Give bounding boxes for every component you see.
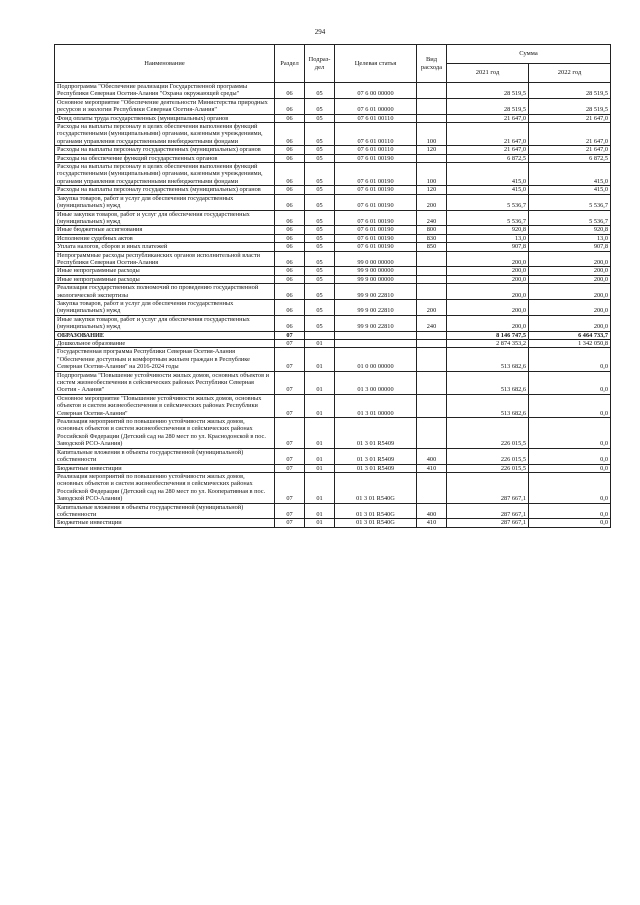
row-sum-2021: 200,0 xyxy=(447,299,529,315)
table-row xyxy=(55,503,611,519)
row-sum-2022: 200,0 xyxy=(529,275,611,283)
row-target: 07 6 01 00190 xyxy=(335,234,417,242)
row-type: 120 xyxy=(417,186,447,194)
row-section: 07 xyxy=(275,394,305,417)
row-target: 99 9 00 22810 xyxy=(335,315,417,331)
row-name: Дошкольное образование xyxy=(55,340,275,348)
row-type: 830 xyxy=(417,234,447,242)
row-sum-2021: 200,0 xyxy=(447,284,529,300)
row-type xyxy=(417,284,447,300)
row-subsection: 01 xyxy=(305,472,335,503)
row-section: 06 xyxy=(275,234,305,242)
row-name: Подпрограмма "Повышение устойчивости жилых домов, основных объектов и систем жизнеобеспечения в сейсмических районах Республики Северная Осетия - Алания" xyxy=(55,371,275,394)
row-subsection: 05 xyxy=(305,315,335,331)
row-name: Капитальные вложения в объекты государственной (муниципальной) собственности xyxy=(55,448,275,464)
row-sum-2021: 5 536,7 xyxy=(447,210,529,226)
header-name: Наименование xyxy=(55,45,275,83)
row-name: Расходы на выплаты персоналу в целях обеспечения выполнения функций государственными (муниципальными) органами, казенными учреждениями, органами управления государственными внебюджетными фондами xyxy=(55,163,275,186)
row-name: Капитальные вложения в объекты государственной (муниципальной) собственности xyxy=(55,503,275,519)
row-type: 240 xyxy=(417,210,447,226)
table-row xyxy=(55,267,611,275)
row-type xyxy=(417,371,447,394)
row-type xyxy=(417,472,447,503)
row-target: 07 6 01 00190 xyxy=(335,226,417,234)
row-section: 06 xyxy=(275,267,305,275)
row-sum-2022: 0,0 xyxy=(529,503,611,519)
table-row xyxy=(55,418,611,449)
row-subsection: 05 xyxy=(305,98,335,114)
row-sum-2022: 920,8 xyxy=(529,226,611,234)
row-sum-2022: 200,0 xyxy=(529,267,611,275)
row-name: Иные непрограммные расходы xyxy=(55,275,275,283)
row-target: 01 3 01 R540G xyxy=(335,472,417,503)
row-section: 07 xyxy=(275,503,305,519)
row-target: 01 3 01 R540G xyxy=(335,503,417,519)
row-type: 100 xyxy=(417,123,447,146)
row-subsection: 01 xyxy=(305,394,335,417)
row-subsection: 05 xyxy=(305,226,335,234)
row-sum-2022: 5 536,7 xyxy=(529,194,611,210)
row-target: 01 3 01 R5409 xyxy=(335,464,417,472)
row-sum-2021: 226 015,5 xyxy=(447,418,529,449)
row-type: 200 xyxy=(417,299,447,315)
row-sum-2022: 6 464 733,7 xyxy=(529,331,611,339)
row-sum-2021: 226 015,5 xyxy=(447,464,529,472)
row-section: 07 xyxy=(275,464,305,472)
row-sum-2022: 5 536,7 xyxy=(529,210,611,226)
table-row xyxy=(55,348,611,371)
table-row xyxy=(55,472,611,503)
row-subsection: 05 xyxy=(305,146,335,154)
row-sum-2022: 28 519,5 xyxy=(529,83,611,99)
row-section: 06 xyxy=(275,194,305,210)
table-row xyxy=(55,123,611,146)
row-sum-2022: 0,0 xyxy=(529,448,611,464)
row-sum-2022: 907,8 xyxy=(529,243,611,251)
row-type xyxy=(417,418,447,449)
table-row xyxy=(55,114,611,122)
row-sum-2022: 21 647,0 xyxy=(529,123,611,146)
table-row xyxy=(55,98,611,114)
row-sum-2022: 200,0 xyxy=(529,284,611,300)
row-type: 200 xyxy=(417,194,447,210)
row-target: 99 9 00 22810 xyxy=(335,299,417,315)
table-row xyxy=(55,519,611,527)
row-sum-2021: 226 015,5 xyxy=(447,448,529,464)
table-row xyxy=(55,154,611,162)
table-row xyxy=(55,234,611,242)
row-target xyxy=(335,331,417,339)
row-sum-2021: 21 647,0 xyxy=(447,146,529,154)
row-sum-2022: 21 647,0 xyxy=(529,146,611,154)
row-section: 06 xyxy=(275,210,305,226)
row-sum-2022: 0,0 xyxy=(529,371,611,394)
row-target: 99 9 00 00000 xyxy=(335,275,417,283)
row-type: 410 xyxy=(417,464,447,472)
row-name: Реализация государственных полномочий по проведению государственной экологической экспертизы xyxy=(55,284,275,300)
row-sum-2022: 415,0 xyxy=(529,163,611,186)
row-section: 06 xyxy=(275,83,305,99)
row-section: 07 xyxy=(275,348,305,371)
row-sum-2021: 907,8 xyxy=(447,243,529,251)
row-name: Государственная программа Республики Северная Осетия-Алания "Обеспечение доступным и комфортным жильем граждан в Республике Северная Осетия-Алания" на 2016-2024 годы xyxy=(55,348,275,371)
row-sum-2022: 200,0 xyxy=(529,315,611,331)
table-row xyxy=(55,371,611,394)
row-target: 07 6 01 00190 xyxy=(335,210,417,226)
row-name: Реализация мероприятий по повышению устойчивости жилых домов, основных объектов и систем жизнеобеспечения в сейсмических районах Российской Федерации (Детский сад на 280 мест по ул. Кооперативная в пос. Заводской РСО-Алания) xyxy=(55,472,275,503)
row-section: 06 xyxy=(275,251,305,267)
row-section: 06 xyxy=(275,186,305,194)
row-target: 01 3 01 R540G xyxy=(335,519,417,527)
row-target: 07 6 01 00110 xyxy=(335,123,417,146)
row-name: Исполнение судебных актов xyxy=(55,234,275,242)
row-sum-2022: 13,0 xyxy=(529,234,611,242)
row-subsection: 05 xyxy=(305,186,335,194)
row-name: Расходы на обеспечение функций государственных органов xyxy=(55,154,275,162)
row-subsection: 05 xyxy=(305,163,335,186)
table-row xyxy=(55,194,611,210)
row-sum-2021: 21 647,0 xyxy=(447,123,529,146)
row-sum-2021: 21 647,0 xyxy=(447,114,529,122)
row-target: 07 6 01 00190 xyxy=(335,194,417,210)
row-name: Закупка товаров, работ и услуг для обеспечения государственных (муниципальных) нужд xyxy=(55,194,275,210)
row-sum-2021: 28 519,5 xyxy=(447,83,529,99)
row-type: 400 xyxy=(417,503,447,519)
table-body xyxy=(55,83,611,528)
row-subsection: 05 xyxy=(305,210,335,226)
row-sum-2021: 200,0 xyxy=(447,275,529,283)
row-sum-2022: 415,0 xyxy=(529,186,611,194)
row-target: 07 6 01 00110 xyxy=(335,146,417,154)
header-2021: 2021 год xyxy=(447,64,529,83)
table-row xyxy=(55,163,611,186)
row-sum-2021: 200,0 xyxy=(447,315,529,331)
row-name: Расходы на выплаты персоналу в целях обеспечения выполнения функций государственными (муниципальными) органами, казенными учреждениями, органами управления государственными внебюджетными фондами xyxy=(55,123,275,146)
row-sum-2022: 6 872,5 xyxy=(529,154,611,162)
row-target: 07 6 01 00000 xyxy=(335,98,417,114)
row-type: 400 xyxy=(417,448,447,464)
table-row xyxy=(55,186,611,194)
row-sum-2021: 13,0 xyxy=(447,234,529,242)
row-section: 07 xyxy=(275,448,305,464)
row-name: Иные закупки товаров, работ и услуг для обеспечения государственных (муниципальных) нужд xyxy=(55,210,275,226)
row-name: Иные непрограммные расходы xyxy=(55,267,275,275)
row-subsection: 05 xyxy=(305,275,335,283)
table-row xyxy=(55,331,611,339)
row-sum-2021: 2 874 353,2 xyxy=(447,340,529,348)
row-sum-2021: 28 519,5 xyxy=(447,98,529,114)
row-subsection: 01 xyxy=(305,418,335,449)
row-subsection: 05 xyxy=(305,299,335,315)
row-section: 06 xyxy=(275,123,305,146)
row-sum-2021: 415,0 xyxy=(447,186,529,194)
header-sum: Сумма xyxy=(447,45,611,64)
table-row xyxy=(55,284,611,300)
row-subsection: 05 xyxy=(305,251,335,267)
row-section: 07 xyxy=(275,418,305,449)
row-name: Основное мероприятие "Обеспечение деятельности Министерства природных ресурсов и экологии Республики Северная Осетия-Алания" xyxy=(55,98,275,114)
row-type xyxy=(417,348,447,371)
row-name: Фонд оплаты труда государственных (муниципальных) органов xyxy=(55,114,275,122)
row-subsection: 01 xyxy=(305,340,335,348)
row-name: Закупка товаров, работ и услуг для обеспечения государственных (муниципальных) нужд xyxy=(55,299,275,315)
row-name: Основное мероприятие "Повышение устойчивости жилых домов, основных объектов и систем жизнеобеспечения в сейсмических районах Республики Северная Осетия-Алания" xyxy=(55,394,275,417)
row-name: Бюджетные инвестиции xyxy=(55,519,275,527)
row-type xyxy=(417,154,447,162)
table-row xyxy=(55,299,611,315)
row-subsection: 05 xyxy=(305,234,335,242)
header-section: Раздел xyxy=(275,45,305,83)
row-name: Подпрограмма "Обеспечение реализации Государственной программы Республики Северная Осетия-Алания "Охрана окружающей среды" xyxy=(55,83,275,99)
row-name: Расходы на выплаты персоналу государственных (муниципальных) органов xyxy=(55,186,275,194)
table-row xyxy=(55,210,611,226)
row-sum-2021: 287 667,1 xyxy=(447,503,529,519)
row-subsection: 01 xyxy=(305,371,335,394)
row-section: 06 xyxy=(275,114,305,122)
row-section: 06 xyxy=(275,275,305,283)
row-section: 06 xyxy=(275,146,305,154)
page-number: 294 xyxy=(314,28,326,36)
row-sum-2022: 0,0 xyxy=(529,519,611,527)
row-type: 120 xyxy=(417,146,447,154)
row-type xyxy=(417,394,447,417)
table-row xyxy=(55,464,611,472)
row-sum-2021: 287 667,1 xyxy=(447,472,529,503)
row-target: 07 6 01 00190 xyxy=(335,163,417,186)
row-subsection: 01 xyxy=(305,464,335,472)
row-name: Уплата налогов, сборов и иных платежей xyxy=(55,243,275,251)
row-section: 06 xyxy=(275,98,305,114)
row-type xyxy=(417,267,447,275)
row-type xyxy=(417,83,447,99)
row-name: ОБРАЗОВАНИЕ xyxy=(55,331,275,339)
row-name: Расходы на выплаты персоналу государственных (муниципальных) органов xyxy=(55,146,275,154)
row-type xyxy=(417,114,447,122)
row-type: 240 xyxy=(417,315,447,331)
row-section: 06 xyxy=(275,163,305,186)
row-sum-2021: 200,0 xyxy=(447,267,529,275)
row-type: 850 xyxy=(417,243,447,251)
row-target: 01 0 00 00000 xyxy=(335,348,417,371)
row-type: 800 xyxy=(417,226,447,234)
row-section: 06 xyxy=(275,284,305,300)
row-target: 07 6 01 00190 xyxy=(335,243,417,251)
row-sum-2022: 200,0 xyxy=(529,299,611,315)
row-sum-2022: 0,0 xyxy=(529,472,611,503)
row-section: 06 xyxy=(275,299,305,315)
row-sum-2021: 200,0 xyxy=(447,251,529,267)
row-sum-2022: 200,0 xyxy=(529,251,611,267)
row-subsection: 05 xyxy=(305,194,335,210)
header-2022: 2022 год xyxy=(529,64,611,83)
table-row xyxy=(55,340,611,348)
row-sum-2021: 5 536,7 xyxy=(447,194,529,210)
budget-table xyxy=(54,44,611,528)
row-section: 07 xyxy=(275,371,305,394)
row-section: 06 xyxy=(275,154,305,162)
table-row xyxy=(55,226,611,234)
row-type: 100 xyxy=(417,163,447,186)
row-target: 01 3 01 R5409 xyxy=(335,418,417,449)
table-row xyxy=(55,315,611,331)
row-type xyxy=(417,251,447,267)
row-name: Иные закупки товаров, работ и услуг для обеспечения государственных (муниципальных) нужд xyxy=(55,315,275,331)
row-sum-2021: 513 682,6 xyxy=(447,394,529,417)
row-section: 07 xyxy=(275,472,305,503)
row-section: 06 xyxy=(275,243,305,251)
row-name: Реализация мероприятий по повышению устойчивости жилых домов, основных объектов и систем жизнеобеспечения в сейсмических районах Российской Федерации (Детский сад на 280 мест по ул. Краснодонской в пос. Заводской РСО-Алания) xyxy=(55,418,275,449)
row-section: 06 xyxy=(275,226,305,234)
row-target: 07 6 01 00110 xyxy=(335,114,417,122)
row-target: 99 0 00 00000 xyxy=(335,251,417,267)
table-row xyxy=(55,146,611,154)
row-subsection: 05 xyxy=(305,123,335,146)
row-sum-2022: 0,0 xyxy=(529,394,611,417)
row-name: Непрограммные расходы республиканских органов исполнительной власти Республики Северная Осетия-Алания xyxy=(55,251,275,267)
row-sum-2021: 513 682,6 xyxy=(447,371,529,394)
row-subsection: 01 xyxy=(305,503,335,519)
row-subsection: 05 xyxy=(305,267,335,275)
row-subsection: 05 xyxy=(305,114,335,122)
row-sum-2021: 6 872,5 xyxy=(447,154,529,162)
row-sum-2021: 513 682,6 xyxy=(447,348,529,371)
row-sum-2022: 21 647,0 xyxy=(529,114,611,122)
row-subsection: 01 xyxy=(305,448,335,464)
row-name: Иные бюджетные ассигнования xyxy=(55,226,275,234)
row-target: 07 6 00 00000 xyxy=(335,83,417,99)
row-sum-2021: 287 667,1 xyxy=(447,519,529,527)
table-row xyxy=(55,83,611,99)
table-row xyxy=(55,275,611,283)
row-sum-2021: 920,8 xyxy=(447,226,529,234)
table-row xyxy=(55,448,611,464)
row-type xyxy=(417,340,447,348)
row-type xyxy=(417,331,447,339)
row-type xyxy=(417,98,447,114)
row-sum-2022: 1 342 050,8 xyxy=(529,340,611,348)
row-type xyxy=(417,275,447,283)
row-sum-2021: 415,0 xyxy=(447,163,529,186)
row-target: 07 6 01 00190 xyxy=(335,154,417,162)
row-sum-2021: 8 146 747,5 xyxy=(447,331,529,339)
row-subsection: 05 xyxy=(305,284,335,300)
table-row xyxy=(55,251,611,267)
row-target: 01 3 01 00000 xyxy=(335,394,417,417)
row-sum-2022: 0,0 xyxy=(529,464,611,472)
row-section: 07 xyxy=(275,340,305,348)
row-subsection: 01 xyxy=(305,348,335,371)
table-row xyxy=(55,243,611,251)
row-type: 410 xyxy=(417,519,447,527)
row-sum-2022: 28 519,5 xyxy=(529,98,611,114)
header-type: Вид расхода xyxy=(417,45,447,83)
row-subsection: 05 xyxy=(305,83,335,99)
row-section: 07 xyxy=(275,331,305,339)
row-subsection: 05 xyxy=(305,243,335,251)
row-target: 07 6 01 00190 xyxy=(335,186,417,194)
row-target: 01 3 01 R5409 xyxy=(335,448,417,464)
row-subsection: 05 xyxy=(305,154,335,162)
header-subsection: Подраз-дел xyxy=(305,45,335,83)
row-subsection: 01 xyxy=(305,519,335,527)
row-target: 99 9 00 22810 xyxy=(335,284,417,300)
row-section: 07 xyxy=(275,519,305,527)
row-section: 06 xyxy=(275,315,305,331)
row-target: 99 9 00 00000 xyxy=(335,267,417,275)
header-target: Целевая статья xyxy=(335,45,417,83)
row-target: 01 3 00 00000 xyxy=(335,371,417,394)
row-subsection xyxy=(305,331,335,339)
row-target xyxy=(335,340,417,348)
row-name: Бюджетные инвестиции xyxy=(55,464,275,472)
row-sum-2022: 0,0 xyxy=(529,418,611,449)
table-row xyxy=(55,394,611,417)
row-sum-2022: 0,0 xyxy=(529,348,611,371)
